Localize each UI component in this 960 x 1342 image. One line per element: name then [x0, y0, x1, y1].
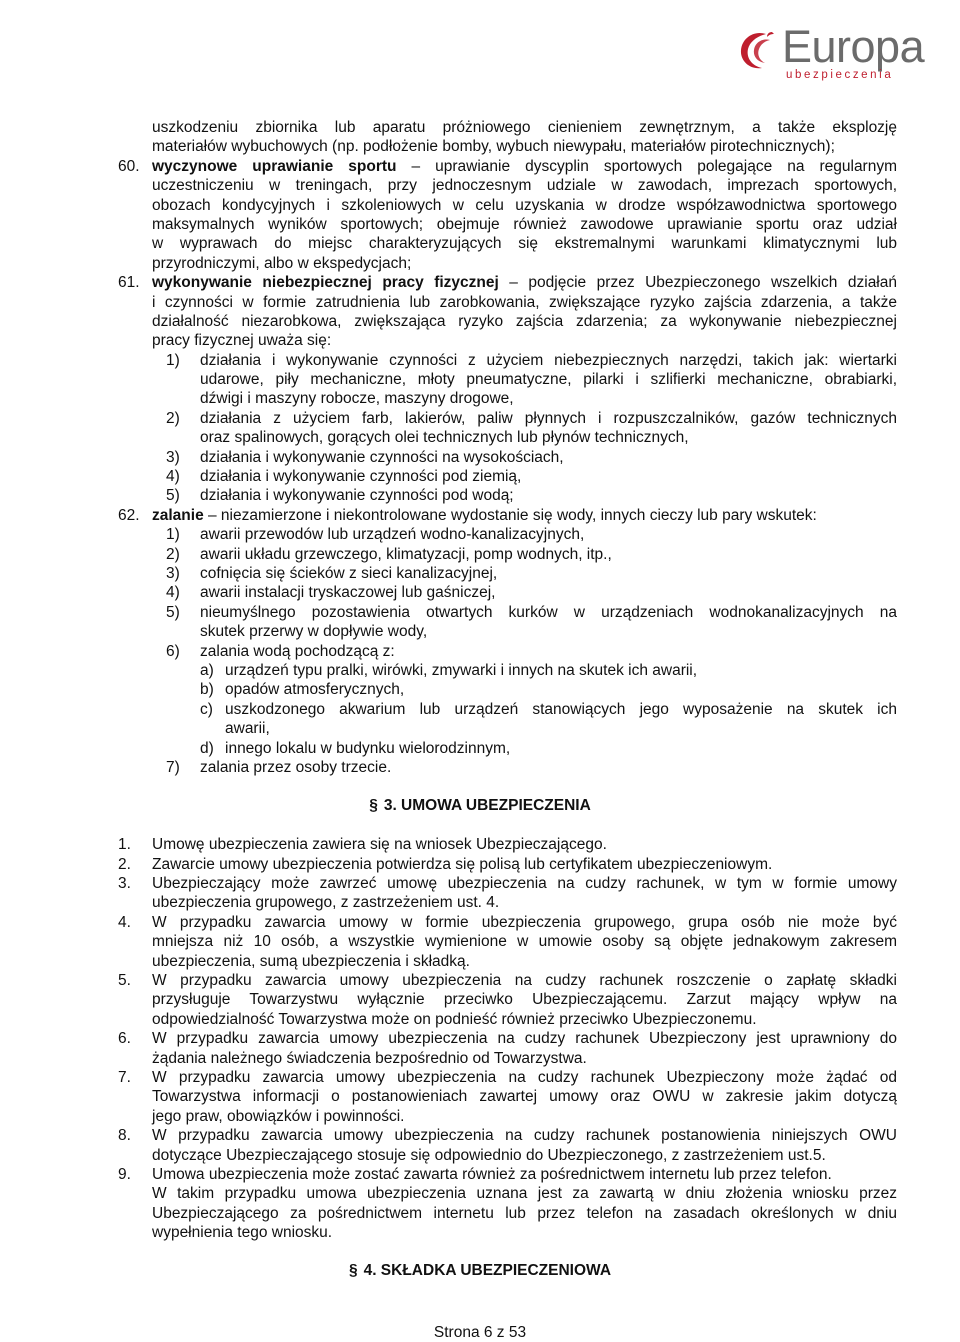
- line-text: [152, 1087, 897, 1106]
- text-line: [0, 1126, 960, 1145]
- line-text: [200, 409, 897, 428]
- line-text: [200, 486, 897, 505]
- line-content: zalania wodą pochodzącą z:: [200, 642, 395, 660]
- text-line: [0, 254, 960, 273]
- line-text: [152, 855, 897, 874]
- text-line: [0, 293, 960, 312]
- line-text: [152, 1146, 897, 1165]
- line-text: [152, 1165, 897, 1184]
- line-content: mniejsza niż 10 osób, a wszystkie wymienione w umowie osoby są objęte jednakowym zakresem: [152, 933, 897, 951]
- list-number: 1): [166, 351, 180, 369]
- defined-term: zalanie: [152, 506, 204, 524]
- line-content: awarii układu grzewczego, klimatyzacji, pomp wodnych, itp.,: [200, 545, 612, 563]
- line-text: [152, 971, 897, 990]
- text-line: [0, 1204, 960, 1223]
- line-text: [152, 157, 897, 176]
- line-content: oraz spalinowych, gorących olei technicznych lub płynów technicznych,: [200, 429, 689, 447]
- text-line: [0, 467, 960, 486]
- line-content: awarii,: [225, 720, 270, 738]
- line-content: Umowa ubezpieczenia może zostać zawarta również za pośrednictwem internetu lub przez telefon.: [152, 1165, 832, 1183]
- defined-term: wyczynowe uprawianie sportu: [152, 157, 397, 175]
- line-text: [152, 952, 897, 971]
- line-text: [200, 370, 897, 389]
- text-line: [0, 1049, 960, 1068]
- line-content: – uprawianie dyscyplin sportowych polegające na regularnym: [396, 157, 898, 175]
- line-content: dźwigi i maszyny robocze, maszyny drogowe,: [200, 390, 514, 408]
- line-content: – niezamierzone i niekontrolowane wydostanie się wody, innych cieczy lub pary wskutek:: [203, 506, 817, 524]
- line-content: działalność niezarobkowa, zwiększająca ryzyko zajścia zdarzenia; za wykonywanie niebezpiecznej: [152, 312, 897, 330]
- list-number: 3): [166, 564, 180, 582]
- line-text: [225, 739, 897, 758]
- text-line: [0, 1223, 960, 1242]
- logo-wordmark: Europa: [782, 21, 925, 72]
- line-text: [152, 893, 897, 912]
- line-text: [200, 758, 897, 777]
- line-content: Umowę ubezpieczenia zawiera się na wniosek Ubezpieczającego.: [152, 836, 607, 854]
- line-text: [152, 1029, 897, 1048]
- list-number: 6): [166, 642, 180, 660]
- line-text: [152, 215, 897, 234]
- line-content: jego praw, obowiązków i powinności.: [152, 1107, 405, 1125]
- line-text: [200, 564, 897, 583]
- line-content: działania i wykonywanie czynności pod ziemią,: [200, 468, 522, 486]
- list-number: 7.: [118, 1068, 131, 1086]
- line-content: W przypadku zawarcia umowy ubezpieczenia na cudzy rachunek Ubezpieczony może żądać od: [152, 1068, 897, 1086]
- line-text: [200, 642, 897, 661]
- text-line: [0, 1107, 960, 1126]
- line-text: [152, 1068, 897, 1087]
- section-title: 4. SKŁADKA UBEZPIECZENIOWA: [363, 1262, 612, 1280]
- line-text: [152, 254, 897, 273]
- line-text: [200, 583, 897, 602]
- list-number: 4.: [118, 913, 131, 931]
- text-line: [0, 893, 960, 912]
- line-text: [200, 525, 897, 544]
- line-content: maksymalnych wyników sportowych; obejmuje również zawodowe uprawianie sportu oraz udział: [152, 215, 897, 233]
- line-content: cofnięcia się ścieków z sieci kanalizacyjnej,: [200, 564, 498, 582]
- line-content: pracy fizycznej uważa się:: [152, 332, 332, 350]
- text-line: [0, 428, 960, 447]
- line-content: awarii przewodów lub urządzeń wodno-kanalizacyjnych,: [200, 526, 585, 544]
- text-line: [0, 118, 960, 137]
- list-number: 2): [166, 409, 180, 427]
- text-line: [0, 971, 960, 990]
- text-line: [0, 545, 960, 564]
- line-content: materiałów wybuchowych (np. podłożenie bomby, wybuch niewypału, materiałów pirotechnicznych);: [152, 138, 835, 156]
- list-number: b): [200, 681, 214, 699]
- list-number: 8.: [118, 1127, 131, 1145]
- line-text: [152, 1204, 897, 1223]
- line-text: [152, 1223, 897, 1242]
- list-number: 61.: [118, 274, 140, 292]
- text-line: [0, 835, 960, 854]
- line-content: wypełnienia tego wniosku.: [152, 1224, 333, 1242]
- text-line: [0, 758, 960, 777]
- defined-term: wykonywanie niebezpiecznej pracy fizycznej: [152, 274, 499, 292]
- list-number: 9.: [118, 1165, 131, 1183]
- text-line: [0, 583, 960, 602]
- text-line: [0, 273, 960, 292]
- line-text: [152, 118, 897, 137]
- line-text: [152, 1049, 897, 1068]
- line-text: [200, 622, 897, 641]
- text-line: [0, 351, 960, 370]
- text-line: [0, 719, 960, 738]
- line-content: nieumyślnego pozostawienia otwartych kurków w urządzeniach wodnokanalizacyjnych na: [200, 603, 897, 621]
- list-number: 2.: [118, 855, 131, 873]
- company-logo: [736, 20, 946, 82]
- line-content: – podjęcie przez Ubezpieczonego wszelkich działań: [498, 274, 897, 292]
- line-content: uszkodzonego akwarium lub urządzeń stanowiących jego wyposażenie na skutek ich: [225, 700, 897, 718]
- line-content: udarowe, piły mechaniczne, młoty pneumatyczne, pilarki i szlifierki mechaniczne, obrabiarki,: [200, 371, 897, 389]
- line-content: ubezpieczenia, sumą ubezpieczenia i składką.: [152, 952, 470, 970]
- line-content: W przypadku zawarcia umowy ubezpieczenia na cudzy rachunek Ubezpieczony jest uprawniony do: [152, 1030, 897, 1048]
- list-number: 7): [166, 758, 180, 776]
- section-3-paragraphs: [0, 835, 960, 1242]
- section-symbol: §: [369, 797, 378, 815]
- text-line: [0, 215, 960, 234]
- line-text: [152, 176, 897, 195]
- text-line: [0, 1146, 960, 1165]
- list-number: d): [200, 739, 214, 757]
- line-text: [200, 428, 897, 447]
- line-content: działania i wykonywanie czynności pod wodą;: [200, 487, 514, 505]
- line-content: urządzeń typu pralki, wirówki, zmywarki i innych na skutek ich awarii,: [225, 661, 698, 679]
- line-text: [152, 1184, 897, 1203]
- text-line: [0, 312, 960, 331]
- line-text: [152, 835, 897, 854]
- text-line: [0, 564, 960, 583]
- line-content: obozach kondycyjnych i szkoleniowych w celu uzyskania w drodze współzawodnictwa sportowego: [152, 196, 897, 214]
- section-4-heading: [0, 1242, 960, 1300]
- line-content: W takim przypadku umowa ubezpieczenia uznana jest za zawartą w dniu złożenia wniosku przez: [152, 1185, 897, 1203]
- list-number: 6.: [118, 1030, 131, 1048]
- line-text: [152, 331, 897, 350]
- list-number: 4): [166, 584, 180, 602]
- page-number: Strona 6 z 53: [433, 1324, 527, 1341]
- line-content: uczestniczeniu w treningach, przy jednoczesnym udziale w zawodach, imprezach sportowych,: [152, 177, 897, 195]
- text-line: [0, 409, 960, 428]
- line-content: przyrodniczymi, albo w ekspedycjach;: [152, 254, 412, 272]
- line-text: [152, 990, 897, 1009]
- text-line: [0, 506, 960, 525]
- text-line: [0, 739, 960, 758]
- line-text: [225, 680, 897, 699]
- line-text: [152, 932, 897, 951]
- text-line: [0, 196, 960, 215]
- text-line: [0, 331, 960, 350]
- text-line: [0, 486, 960, 505]
- text-line: [0, 700, 960, 719]
- line-content: działania i wykonywanie czynności z użyciem niebezpiecznych narzędzi, takich jak: wiertarki: [200, 351, 897, 369]
- line-content: Zawarcie umowy ubezpieczenia potwierdza się polisą lub certyfikatem ubezpieczeniowym.: [152, 855, 773, 873]
- line-text: [152, 293, 897, 312]
- text-line: [0, 913, 960, 932]
- list-number: a): [200, 661, 214, 679]
- list-number: 5): [166, 487, 180, 505]
- text-line: [0, 448, 960, 467]
- section-title: 3. UMOWA UBEZPIECZENIA: [383, 797, 591, 815]
- line-text: [152, 874, 897, 893]
- line-content: działania i wykonywanie czynności na wysokościach,: [200, 448, 564, 466]
- line-text: [152, 234, 897, 253]
- line-text: [200, 603, 897, 622]
- text-line: [0, 622, 960, 641]
- definitions-list: [0, 118, 960, 777]
- text-line: [0, 370, 960, 389]
- line-text: [152, 1010, 897, 1029]
- list-number: 1.: [118, 836, 131, 854]
- line-content: Ubezpieczającego za pośrednictwem internetu lub przez telefon na zasadach określonych w dniu: [152, 1204, 897, 1222]
- line-content: działania z użyciem farb, lakierów, paliw płynnych i rozpuszczalników, gazów technicznych: [200, 409, 897, 427]
- line-content: W przypadku zawarcia umowy ubezpieczenia na cudzy rachunek postanowienia niniejszych OWU: [152, 1127, 897, 1145]
- line-text: [152, 196, 897, 215]
- line-text: [225, 661, 897, 680]
- line-content: uszkodzeniu zbiornika lub aparatu próżniowego cienieniem zewnętrznym, a także eksplozję: [152, 119, 897, 136]
- line-content: innego lokalu w budynku wielorodzinnym,: [225, 739, 511, 757]
- line-content: odpowiedzialność Towarzystwa może on podnieść również przeciwko Ubezpieczonemu.: [152, 1010, 757, 1028]
- line-text: [152, 312, 897, 331]
- text-line: [0, 137, 960, 156]
- line-text: [152, 1107, 897, 1126]
- line-content: awarii instalacji tryskaczowej lub gaśniczej,: [200, 584, 496, 602]
- text-line: [0, 1184, 960, 1203]
- section-symbol: §: [348, 1262, 358, 1280]
- line-text: [152, 913, 897, 932]
- text-line: [0, 157, 960, 176]
- europa-logo-mark-icon: [736, 28, 780, 72]
- line-content: Towarzystwa informacji o postanowieniach zawartej umowy oraz OWU w zakresie jakim dotyczą: [152, 1088, 897, 1106]
- list-number: c): [200, 700, 213, 718]
- text-line: [0, 389, 960, 408]
- list-number: 4): [166, 468, 180, 486]
- document-body: [0, 118, 960, 1300]
- line-content: i czynności w formie zatrudnienia lub zarobkowania, zwiększające ryzyko zajścia zdarzenia, a także: [152, 293, 897, 311]
- line-content: Ubezpieczający może zawrzeć umowę ubezpieczenia na cudzy rachunek, w tym w formie umowy: [152, 875, 897, 893]
- line-text: [225, 719, 897, 738]
- line-text: [152, 273, 897, 292]
- list-number: 3): [166, 448, 180, 466]
- line-content: przysługuje Towarzystwu wyłącznie przeciwko Ubezpieczającemu. Zarzut mający wpływ na: [152, 991, 897, 1009]
- list-number: 2): [166, 545, 180, 563]
- text-line: [0, 874, 960, 893]
- line-text: [152, 1126, 897, 1145]
- line-content: W przypadku zawarcia umowy w formie ubezpieczenia grupowego, grupa osób nie może być: [152, 913, 897, 931]
- line-text: [200, 467, 897, 486]
- list-number: 5): [166, 603, 180, 621]
- list-number: 1): [166, 526, 180, 544]
- line-content: żądania należnego świadczenia bezpośrednio od Towarzystwa.: [152, 1049, 587, 1067]
- line-content: ubezpieczenia grupowego, z zastrzeżeniem ust. 4.: [152, 894, 500, 912]
- text-line: [0, 990, 960, 1009]
- text-line: [0, 642, 960, 661]
- line-content: dotyczące Ubezpieczającego stosuje się odpowiednio do Ubezpieczonego, z zastrzeżeniem ust.5.: [152, 1146, 826, 1164]
- text-line: [0, 1029, 960, 1048]
- line-text: [225, 700, 897, 719]
- line-content: opadów atmosferycznych,: [225, 681, 405, 699]
- line-text: [152, 506, 897, 525]
- line-text: [200, 389, 897, 408]
- line-content: W przypadku zawarcia umowy ubezpieczenia na cudzy rachunek roszczenie o zapłatę składki: [152, 972, 897, 990]
- text-line: [0, 234, 960, 253]
- line-text: [200, 545, 897, 564]
- text-line: [0, 603, 960, 622]
- text-line: [0, 1010, 960, 1029]
- line-text: [152, 137, 897, 156]
- list-number: 3.: [118, 875, 131, 893]
- logo-subtitle: ubezpieczenia: [786, 69, 894, 81]
- list-number: 62.: [118, 506, 140, 524]
- text-line: [0, 1165, 960, 1184]
- text-line: [0, 1068, 960, 1087]
- list-number: 60.: [118, 157, 140, 175]
- text-line: [0, 1087, 960, 1106]
- line-content: skutek przerwy w dopływie wody,: [200, 623, 428, 641]
- text-line: [0, 525, 960, 544]
- list-number: 5.: [118, 972, 131, 990]
- line-content: zalania przez osoby trzecie.: [200, 758, 392, 776]
- text-line: [0, 855, 960, 874]
- line-content: w wyprawach do miejsc charakteryzujących się ekstremalnymi warunkami klimatycznymi lub: [152, 235, 897, 253]
- line-text: [200, 351, 897, 370]
- text-line: [0, 680, 960, 699]
- text-line: [0, 932, 960, 951]
- text-line: [0, 661, 960, 680]
- line-text: [200, 448, 897, 467]
- text-line: [0, 952, 960, 971]
- section-3-heading: [0, 777, 960, 835]
- text-line: [0, 176, 960, 195]
